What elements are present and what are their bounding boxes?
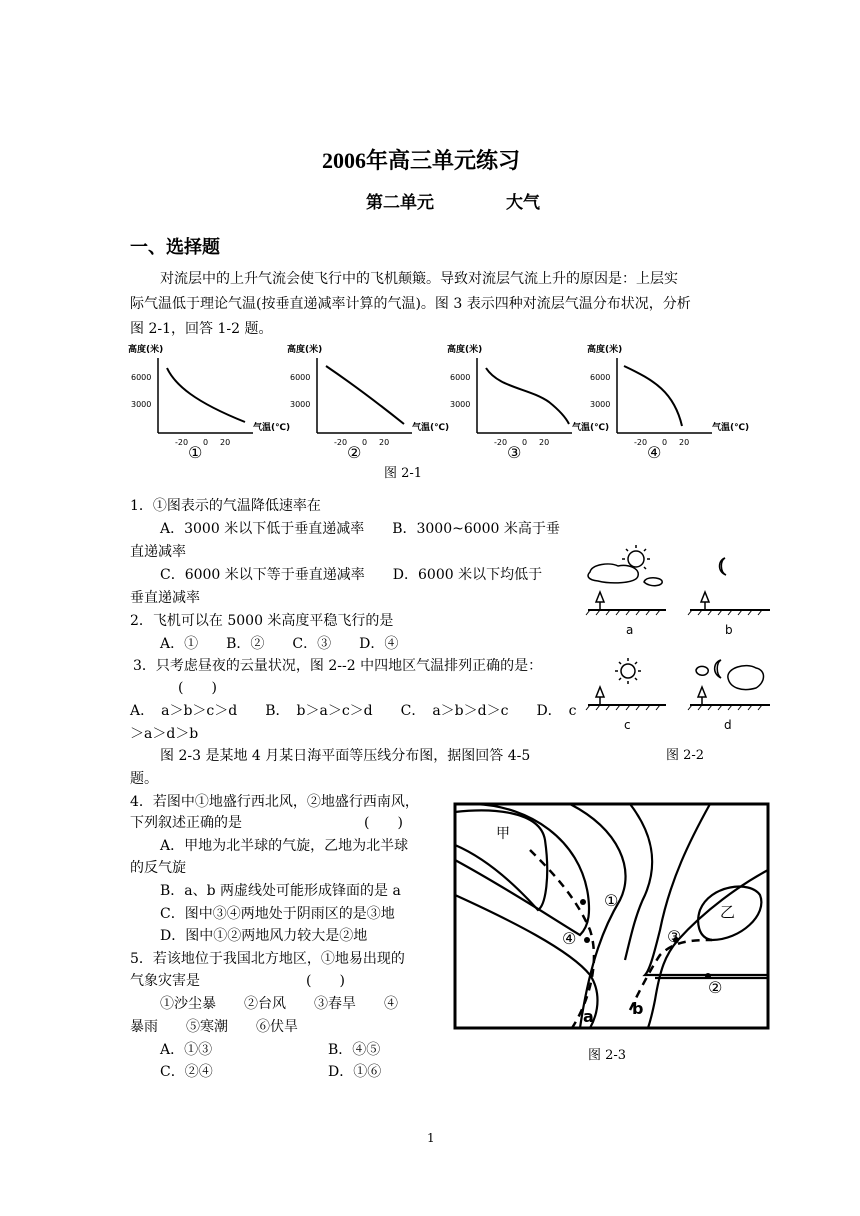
q4-option-a-1: A．甲地为北半球的气旋，乙地为北半球 bbox=[160, 838, 409, 854]
q4-option-b: B．a、b 两虚线处可能形成锋面的是 a bbox=[160, 883, 401, 899]
intro2-line-2: 题。 bbox=[130, 771, 158, 787]
panel-label: ② bbox=[347, 443, 362, 462]
label-a-front: a bbox=[583, 1007, 594, 1026]
figure-2-3 bbox=[450, 800, 775, 1035]
intro-line-3: 图 2-1，回答 1-2 题。 bbox=[130, 321, 273, 337]
q2-options: A．① B．② C．③ D．④ bbox=[160, 636, 399, 652]
intro-line-2: 际气温低于理论气温(按垂直递减率计算的气温)。图 3 表示四种对流层气温分布状况，分析 bbox=[130, 296, 691, 312]
page-number: 1 bbox=[427, 1131, 435, 1145]
x-tick-label: 20 bbox=[379, 438, 390, 447]
q3-stem: 3．只考虑昼夜的云量状况，图 2--2 中四地区气温排列正确的是： bbox=[133, 658, 543, 674]
q1-line-2: 直递减率 bbox=[130, 544, 186, 560]
figure-2-1 bbox=[100, 340, 760, 465]
page-title: 2006年高三单元练习 bbox=[322, 148, 521, 173]
label-4: ④ bbox=[562, 929, 577, 948]
x-tick-label: 0 bbox=[203, 438, 209, 447]
label-3: ③ bbox=[667, 927, 682, 946]
intro-line-1: 对流层中的上升气流会使飞行中的飞机颠簸。导致对流层气流上升的原因是：上层实 bbox=[160, 271, 678, 287]
figure-2-2-caption: 图 2-2 bbox=[666, 748, 705, 763]
label-1: ① bbox=[604, 891, 619, 910]
panel-3 bbox=[447, 343, 609, 462]
x-tick-label: -20 bbox=[494, 438, 508, 447]
label-c: c bbox=[624, 718, 631, 732]
y-tick-label: 3000 bbox=[590, 400, 611, 409]
q1-line-4: 垂直递减率 bbox=[130, 590, 200, 606]
y-axis-label: 高度(米) bbox=[128, 345, 164, 355]
q3-paren: ( ) bbox=[178, 680, 217, 696]
q3-options-1: A． a＞b＞c＞d B． b＞a＞c＞d C． a＞b＞d＞c D． c bbox=[130, 703, 577, 719]
q5-stem-1: 5．若该地位于我国北方地区，①地易出现的 bbox=[130, 951, 405, 967]
x-tick-label: -20 bbox=[175, 438, 189, 447]
panel-d bbox=[688, 660, 770, 732]
q5-items-1: ①沙尘暴 ②台风 ③春旱 ④ bbox=[160, 996, 398, 1012]
panel-label: ④ bbox=[647, 443, 662, 462]
x-tick-label: 20 bbox=[220, 438, 231, 447]
y-tick-label: 3000 bbox=[131, 400, 152, 409]
panel-a bbox=[586, 545, 666, 637]
panel-1 bbox=[128, 343, 290, 462]
x-tick-label: -20 bbox=[634, 438, 648, 447]
unit-label: 第二单元 bbox=[366, 193, 434, 213]
temperature-curve bbox=[326, 366, 404, 424]
label-d: d bbox=[724, 718, 732, 732]
q4-stem-1: 4．若图中①地盛行西北风，②地盛行西南风， bbox=[130, 794, 419, 810]
q5-items-2: 暴雨 ⑤寒潮 ⑥伏旱 bbox=[130, 1019, 298, 1035]
y-tick-label: 6000 bbox=[450, 373, 471, 382]
temperature-curve bbox=[167, 368, 245, 422]
q4-option-d: D．图中①②两地风力较大是②地 bbox=[160, 928, 368, 944]
x-axis-label: 气温(℃) bbox=[572, 423, 610, 433]
temperature-curve bbox=[624, 366, 682, 426]
x-tick-label: -20 bbox=[334, 438, 348, 447]
q4-stem-2: 下列叙述正确的是 bbox=[130, 815, 242, 831]
y-tick-label: 6000 bbox=[290, 373, 311, 382]
panel-b bbox=[688, 558, 770, 637]
label-2: ② bbox=[708, 978, 723, 997]
x-axis-label: 气温(℃) bbox=[712, 423, 750, 433]
figure-2-2 bbox=[580, 540, 780, 740]
q5-option-b: B．④⑤ bbox=[328, 1042, 381, 1058]
q4-option-a-2: 的反气旋 bbox=[130, 860, 186, 876]
q5-option-a: A．①③ bbox=[160, 1042, 213, 1058]
q5-option-d: D．①⑥ bbox=[328, 1064, 382, 1080]
q1-stem: 1．①图表示的气温降低速率在 bbox=[130, 498, 321, 514]
x-tick-label: 0 bbox=[362, 438, 368, 447]
x-tick-label: 0 bbox=[662, 438, 668, 447]
section-heading: 一、选择题 bbox=[130, 237, 220, 258]
y-tick-label: 6000 bbox=[590, 373, 611, 382]
temperature-curve bbox=[486, 368, 569, 424]
topic-label: 大气 bbox=[506, 193, 540, 213]
panel-c bbox=[586, 658, 666, 732]
q4-option-c: C．图中③④两地处于阴雨区的是③地 bbox=[160, 906, 395, 922]
q1-line-1: A．3000 米以下低于垂直递减率 B．3000~6000 米高于垂 bbox=[160, 521, 560, 537]
figure-2-1-caption: 图 2-1 bbox=[384, 466, 423, 481]
label-b-front: b bbox=[632, 999, 644, 1018]
x-axis-label: 气温(℃) bbox=[412, 423, 450, 433]
panel-label: ③ bbox=[507, 443, 522, 462]
intro2-line-1: 图 2-3 是某地 4 月某日海平面等压线分布图，据图回答 4-5 bbox=[160, 748, 531, 764]
q3-options-2: ＞a＞d＞b bbox=[130, 726, 199, 742]
y-axis-label: 高度(米) bbox=[287, 345, 323, 355]
x-tick-label: 20 bbox=[539, 438, 550, 447]
q5-option-c: C．②④ bbox=[160, 1064, 213, 1080]
y-tick-label: 3000 bbox=[450, 400, 471, 409]
panel-2 bbox=[287, 343, 449, 462]
y-tick-label: 6000 bbox=[131, 373, 152, 382]
q1-line-3: C．6000 米以下等于垂直递减率 D．6000 米以下均低于 bbox=[160, 567, 543, 583]
y-axis-label: 高度(米) bbox=[587, 345, 623, 355]
q2-stem: 2．飞机可以在 5000 米高度平稳飞行的是 bbox=[130, 613, 394, 629]
x-tick-label: 0 bbox=[522, 438, 528, 447]
label-b: b bbox=[725, 623, 733, 637]
panel-label: ① bbox=[188, 443, 203, 462]
y-axis-label: 高度(米) bbox=[447, 345, 483, 355]
q4-paren: ( ) bbox=[364, 815, 403, 831]
x-axis-label: 气温(℃) bbox=[253, 423, 291, 433]
figure-2-3-caption: 图 2-3 bbox=[588, 1048, 627, 1063]
panel-4 bbox=[587, 343, 749, 462]
y-tick-label: 3000 bbox=[290, 400, 311, 409]
x-tick-label: 20 bbox=[679, 438, 690, 447]
label-a: a bbox=[626, 623, 634, 637]
label-yi: 乙 bbox=[720, 903, 736, 921]
q5-paren: ( ) bbox=[306, 973, 345, 989]
q5-stem-2: 气象灾害是 bbox=[130, 973, 200, 989]
label-jia: 甲 bbox=[496, 826, 510, 842]
